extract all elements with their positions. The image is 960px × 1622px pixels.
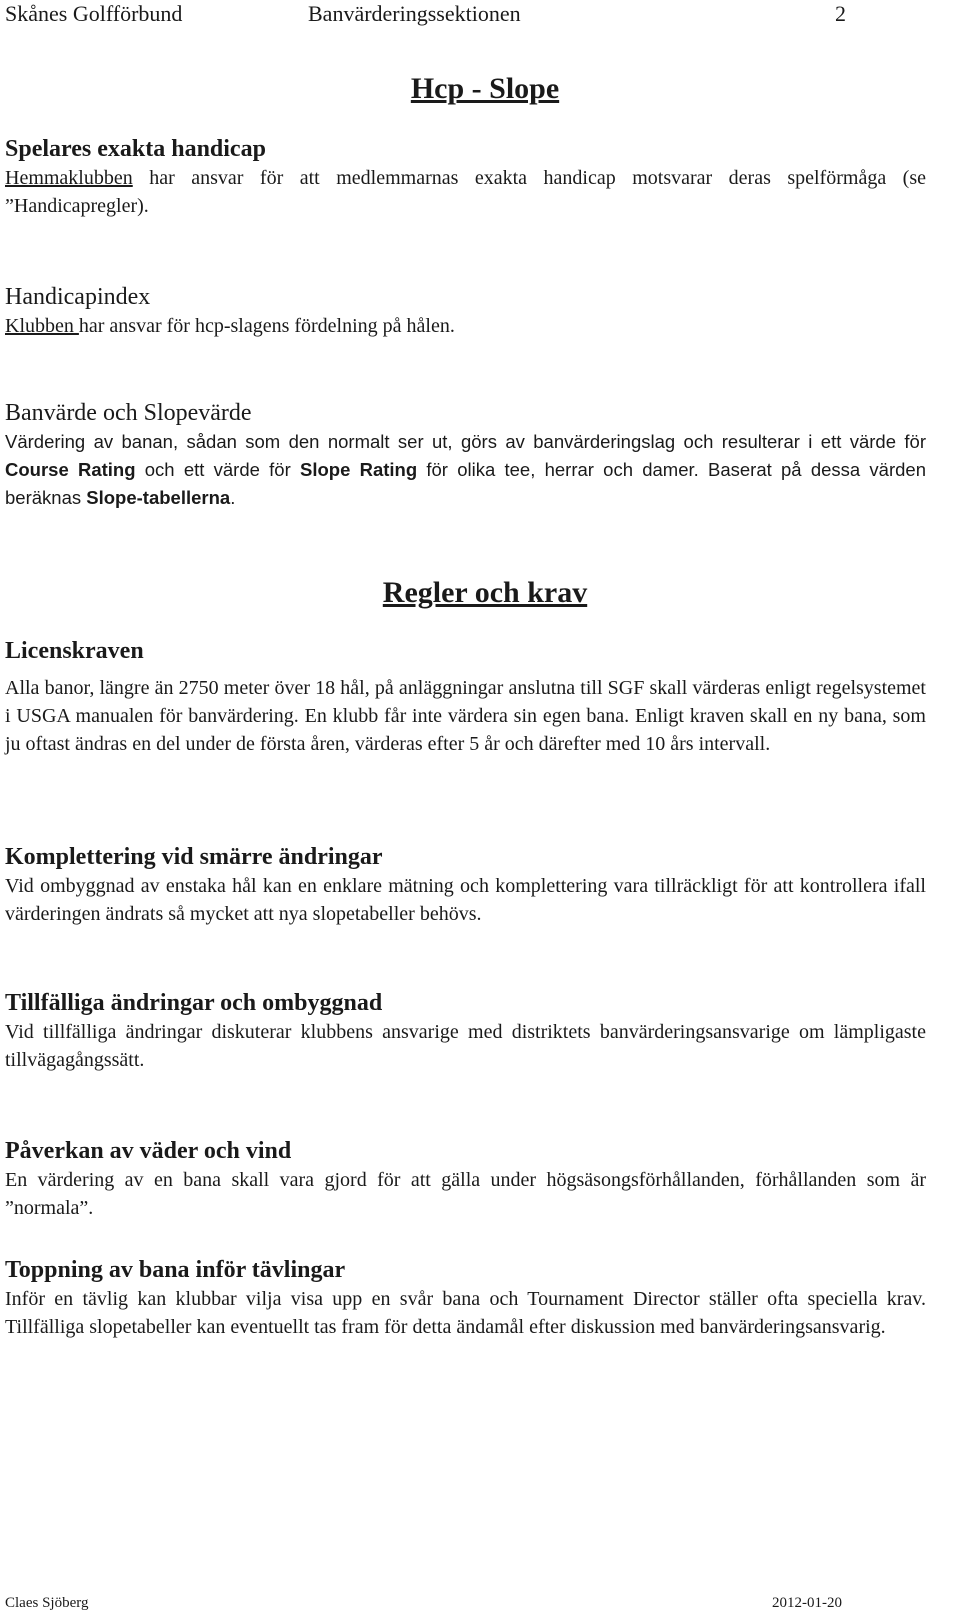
section-toppning [5,1255,926,1341]
header-org: Skånes Golfförbund [5,1,183,26]
text-run: . [230,487,236,508]
section-text [5,428,926,512]
section-text: En värdering av en bana skall vara gjord för att gälla under högsäsongsförhållanden, förhållanden som är ”normala”. [5,1169,926,1219]
header-section: Banvärderingssektionen [308,1,521,26]
text-run: och ett värde för [135,459,300,480]
klubben-link[interactable]: Klubben [5,315,79,337]
footer-author: Claes Sjöberg [5,1595,89,1611]
section-exact-handicap [5,134,926,220]
section-heading: Komplettering vid smärre ändringar [5,844,383,870]
section-text: Vid tillfälliga ändringar diskuterar klubbens ansvarige med distriktets banvärderingsansvarige om lämpligaste tillvägagångssätt. [5,1021,926,1071]
section-licens [5,636,926,758]
section-heading: Tillfälliga ändringar och ombyggnad [5,990,383,1016]
section-komplettering [5,842,926,928]
section-heading: Spelares exakta handicap [5,136,266,162]
hemmaklubben-link[interactable]: Hemmaklubben [5,167,133,189]
section-text: Alla banor, längre än 2750 meter över 18 hål, på anläggningar anslutna till SGF skall värderas enligt regelsystemet i USGA manualen för banvärdering. En klubb får inte värdera sin egen bana. Enligt kraven skall en ny bana, som ju oftast ändras en del under de första åren, värderas efter 5 år och därefter med 10 års intervall. [5,677,926,755]
slope-tables-term: Slope-tabellerna [86,487,231,508]
section-text: Inför en tävlig kan klubbar vilja visa upp en svår bana och Tournament Director ställer ofta speciella krav. Tillfälliga slopetabeller kan eventuellt tas fram för detta ändamål efter diskussion med banvärderingsansvarig. [5,1288,926,1338]
section-heading: Toppning av bana inför tävlingar [5,1257,346,1283]
section-tillfalliga [5,988,926,1074]
page-number: 2 [835,1,846,26]
section-title-rules: Regler och krav [382,576,588,609]
section-vader [5,1136,926,1222]
section-heading: Licenskraven [5,638,144,664]
section-slope [5,398,926,512]
section-handicapindex [5,282,926,340]
section-body: har ansvar för att medlemmarnas exakta handicap motsvarar deras spelförmåga (se ”Handicapregler). [5,167,926,217]
section-heading: Handicapindex [5,284,151,310]
section-heading: Banvärde och Slopevärde [5,400,252,426]
slope-rating-term: Slope Rating [299,459,418,480]
section-text [5,164,926,220]
course-rating-term: Course Rating [5,459,136,480]
section-heading: Påverkan av väder och vind [5,1138,292,1164]
page-title: Hcp - Slope [410,72,560,105]
section-body: har ansvar för hcp-slagens fördelning på hålen. [78,315,455,337]
text-run: Värdering av banan, sådan som den normalt ser ut, görs av banvärderingslag och resulterar i ett värde för [5,431,926,452]
footer-date: 2012-01-20 [772,1595,842,1611]
section-text: Vid ombyggnad av enstaka hål kan en enklare mätning och komplettering vara tillräckligt för att kontrollera ifall värderingen ändrats så mycket att nya slopetabeller behövs. [5,875,926,925]
section-text [5,312,926,340]
text-run: för olika tee, herrar och damer. Baserat på dessa värden beräknas [5,459,926,508]
